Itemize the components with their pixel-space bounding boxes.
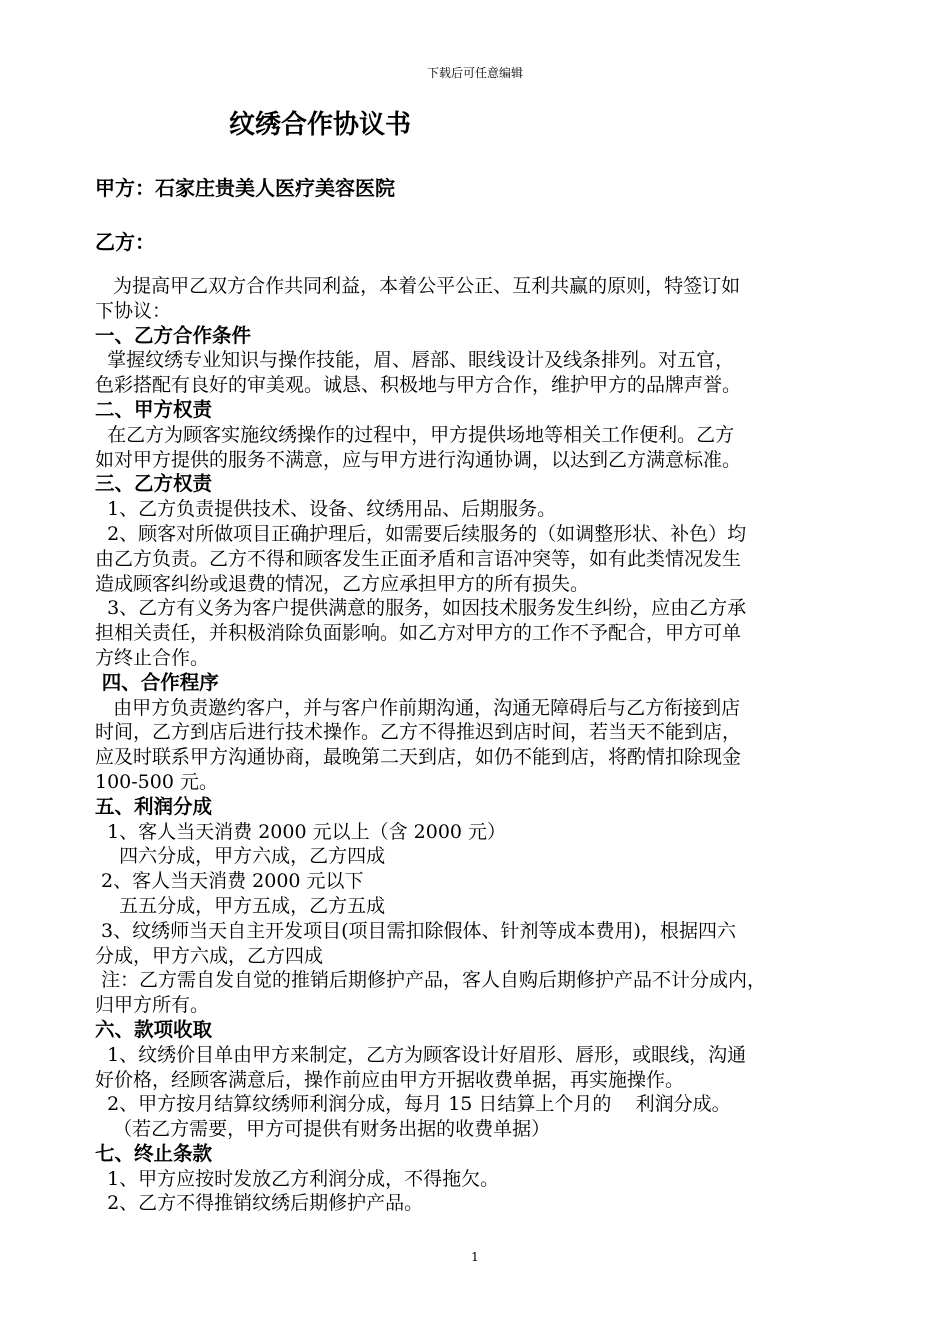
section-6-line: 好价格，经顾客满意后，操作前应由甲方开据收费单据，再实施操作。 bbox=[95, 1068, 685, 1091]
section-3-line: 由乙方负责。乙方不得和顾客发生正面矛盾和言语冲突等，如有此类情况发生 bbox=[95, 547, 742, 570]
section-heading-2: 二、甲方权责 bbox=[95, 397, 213, 421]
section-1-line: 掌握纹绣专业知识与操作技能，眉、唇部、眼线设计及线条排列。对五官， bbox=[95, 349, 735, 372]
party-a-line: 甲方：石家庄贵美人医疗美容医院 bbox=[95, 176, 395, 200]
section-7-line: 2、乙方不得推销纹绣后期修护产品。 bbox=[95, 1192, 424, 1215]
section-5-line: 3、纹绣师当天自主开发项目(项目需扣除假体、针剂等成本费用)，根据四六 bbox=[95, 919, 736, 942]
section-5-line: 分成，甲方六成，乙方四成 bbox=[95, 944, 324, 967]
agreement-body bbox=[95, 274, 865, 1216]
section-heading-7: 七、终止条款 bbox=[95, 1141, 213, 1165]
intro-line: 下协议： bbox=[95, 299, 172, 322]
section-4-line: 由甲方负责邀约客户，并与客户作前期沟通，沟通无障碍后与乙方衔接到店 bbox=[95, 696, 741, 719]
section-6-line: 2、甲方按月结算纹绣师利润分成，每月 15 日结算上个月的 利润分成。 bbox=[95, 1093, 731, 1116]
section-5-line: 注：乙方需自发自觉的推销后期修护产品，客人自购后期修护产品不计分成内， bbox=[95, 969, 767, 992]
section-5-line: 2、客人当天消费 2000 元以下 bbox=[95, 870, 364, 893]
section-3-line: 1、乙方负责提供技术、设备、纹绣用品、后期服务。 bbox=[95, 498, 557, 521]
section-3-line: 造成顾客纠纷或退费的情况，乙方应承担甲方的所有损失。 bbox=[95, 572, 590, 595]
intro-line: 为提高甲乙双方合作共同利益，本着公平公正、互利共赢的原则，特签订如 bbox=[95, 275, 741, 297]
section-2-line: 在乙方为顾客实施纹绣操作的过程中，甲方提供场地等相关工作便利。乙方 bbox=[95, 423, 735, 446]
section-4-line: 应及时联系甲方沟通协商，最晚第二天到店，如仍不能到店，将酌情扣除现金 bbox=[95, 746, 742, 769]
section-3-line: 担相关责任，并积极消除负面影响。如乙方对甲方的工作不予配合，甲方可单 bbox=[95, 622, 742, 645]
section-1-line: 色彩搭配有良好的审美观。诚恳、积极地与甲方合作，维护甲方的品牌声誉。 bbox=[95, 374, 742, 397]
section-3-line: 方终止合作。 bbox=[95, 646, 210, 669]
party-b-line: 乙方： bbox=[95, 230, 155, 254]
section-2-line: 如对甲方提供的服务不满意，应与甲方进行沟通协调，以达到乙方满意标准。 bbox=[95, 448, 742, 471]
section-5-line: 五五分成，甲方五成，乙方五成 bbox=[95, 894, 386, 917]
page-number: 1 bbox=[471, 1250, 479, 1264]
section-3-line: 2、顾客对所做项目正确护理后，如需要后续服务的（如调整形状、补色）均 bbox=[95, 522, 747, 545]
section-6-line: （若乙方需要，甲方可提供有财务出据的收费单据） bbox=[95, 1118, 551, 1141]
section-5-line: 归甲方所有。 bbox=[95, 994, 210, 1017]
section-4-line: 时间，乙方到店后进行技术操作。乙方不得推迟到店时间，若当天不能到店， bbox=[95, 721, 742, 744]
section-4-line: 100-500 元。 bbox=[95, 770, 218, 793]
section-5-line: 1、客人当天消费 2000 元以上（含 2000 元） bbox=[95, 820, 507, 843]
section-heading-5: 五、利润分成 bbox=[95, 794, 213, 818]
section-7-line: 1、甲方应按时发放乙方利润分成，不得拖欠。 bbox=[95, 1167, 500, 1190]
page-header-note: 下载后可任意编辑 bbox=[426, 66, 523, 80]
section-heading-4: 四、合作程序 bbox=[95, 670, 219, 694]
document-title: 纹绣合作协议书 bbox=[229, 110, 412, 140]
section-heading-1: 一、乙方合作条件 bbox=[95, 323, 252, 347]
section-heading-6: 六、款项收取 bbox=[95, 1017, 213, 1041]
section-3-line: 3、乙方有义务为客户提供满意的服务，如因技术服务发生纠纷，应由乙方承 bbox=[95, 597, 747, 620]
section-5-line: 四六分成，甲方六成，乙方四成 bbox=[95, 845, 386, 868]
section-heading-3: 三、乙方权责 bbox=[95, 472, 213, 496]
section-6-line: 1、纹绣价目单由甲方来制定，乙方为顾客设计好眉形、唇形，或眼线，沟通 bbox=[95, 1043, 747, 1066]
